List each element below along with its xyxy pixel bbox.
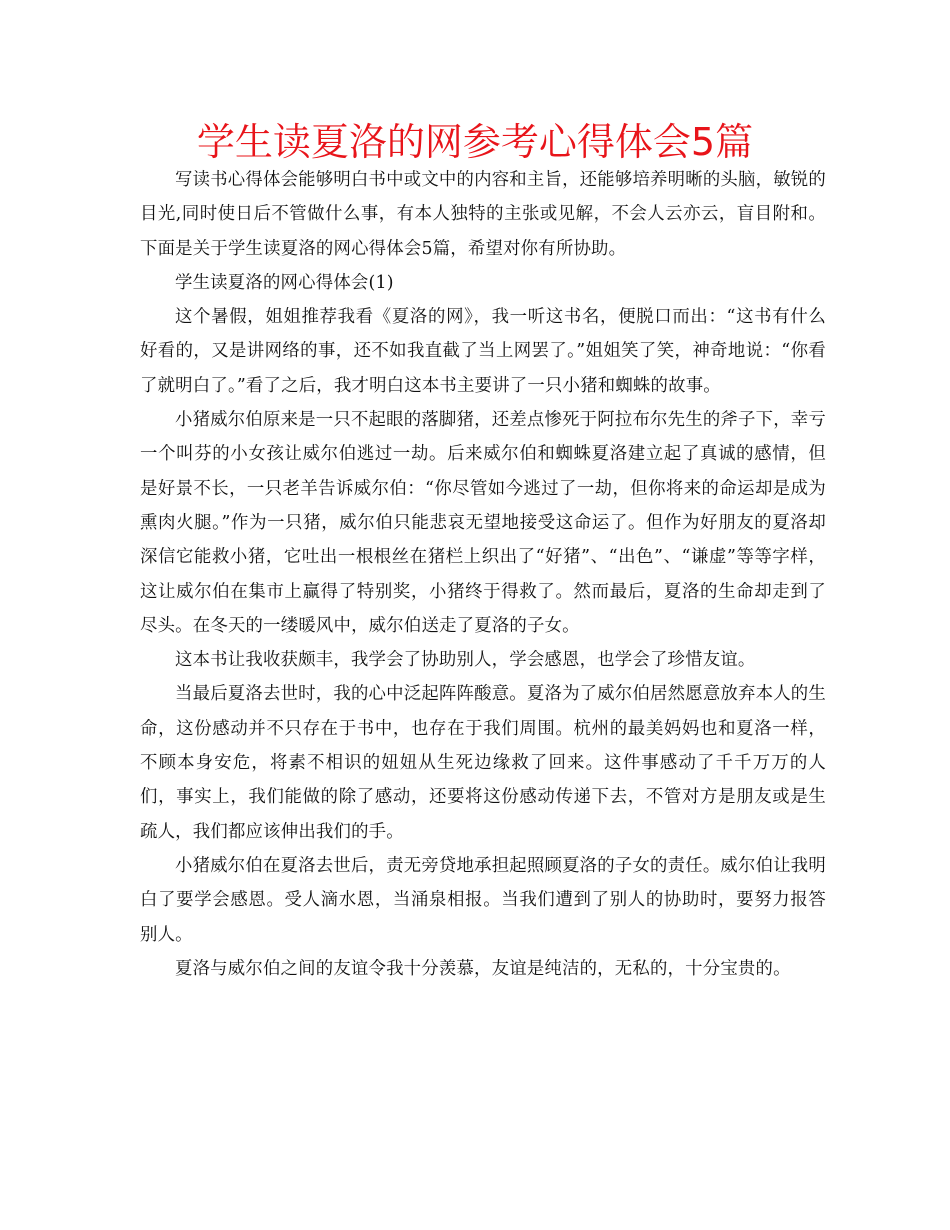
paragraph: 小猪威尔伯原来是一只不起眼的落脚猪，还差点惨死于阿拉布尔先生的斧子下，幸亏一个叫芬的小女孩让威尔伯逃过一劫。后来威尔伯和蜘蛛夏洛建立起了真诚的感情，但是好景不长，一只老羊告诉威尔伯：“你尽管如今逃过了一劫，但你将来的命运却是成为熏肉火腿。”作为一只猪，威尔伯只能悲哀无望地接受这命运了。但作为好朋友的夏洛却深信它能救小猪，它吐出一根根丝在猪栏上织出了“好猪”、“出色”、“谦虚”等等字样，这让威尔伯在集市上赢得了特别奖，小猪终于得救了。然而最后，夏洛的生命却走到了尽头。在冬天的一缕暖风中，威尔伯送走了夏洛的子女。 (140, 410, 826, 636)
paragraph: 这个暑假，姐姐推荐我看《夏洛的网》，我一听这书名，便脱口而出：“这书有什么好看的，又是讲网络的事，还不如我直截了当上网罢了。”姐姐笑了笑，神奇地说：“你看了就明白了。”看了之后，我才明白这本书主要讲了一只小猪和蜘蛛的故事。 (140, 307, 826, 396)
paragraph: 小猪威尔伯在夏洛去世后，责无旁贷地承担起照顾夏洛的子女的责任。威尔伯让我明白了要学会感恩。受人滴水恩，当涌泉相报。当我们遭到了别人的协助时，要努力报答别人。 (140, 855, 826, 945)
paragraph: 这本书让我收获颇丰，我学会了协助别人，学会感恩，也学会了珍惜友谊。 (175, 650, 756, 671)
section-heading: 学生读夏洛的网心得体会(1) (175, 272, 394, 293)
document-body (140, 163, 826, 986)
paragraph: 夏洛与威尔伯之间的友谊令我十分羡慕，友谊是纯洁的，无私的，十分宝贵的。 (175, 958, 791, 979)
document-title: 学生读夏洛的网参考心得体会5篇 (196, 120, 754, 164)
paragraph: 当最后夏洛去世时，我的心中泛起阵阵酸意。夏洛为了威尔伯居然愿意放弃本人的生命，这份感动并不只存在于书中，也存在于我们周围。杭州的最美妈妈也和夏洛一样，不顾本身安危，将素不相识的妞妞从生死边缘救了回来。这件事感动了千千万万的人们，事实上，我们能做的除了感动，还要将这份感动传递下去，不管对方是朋友或是生疏人，我们都应该伸出我们的手。 (140, 684, 826, 842)
paragraph-intro: 写读书心得体会能够明白书中或文中的内容和主旨，还能够培养明晰的头脑，敏锐的目光,同时使日后不管做什么事，有本人独特的主张或见解，不会人云亦云，盲目附和。下面是关于学生读夏洛的网心得体会5篇，希望对你有所协助。 (140, 170, 826, 259)
